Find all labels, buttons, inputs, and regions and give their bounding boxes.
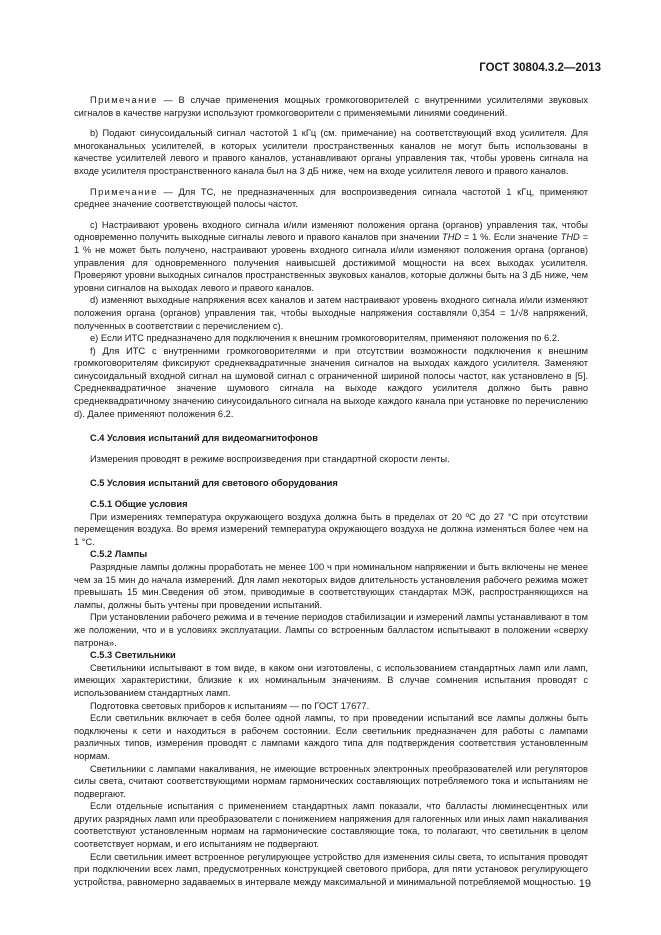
- paragraph: [74, 332, 588, 345]
- text-run: c) Настраивают уровень входного сигнала и/или изменяют положения органа (органов) управления так, чтобы одновременно получить выходные сигналы левого и правого каналов при значении: [74, 219, 588, 243]
- paragraph: [74, 851, 588, 889]
- text-run: f) Для ИТС с внутренними громкоговорителями и при отсутствии возможности подключения к внешним громкоговорителям фиксируют среднеквадратичные значения сигналов на выходах каждого усилителя. Заменяют синусоидальный входной сигнал на шумовой сигнал с ограниченной шириной полосы частот, как установлено в [5]. Среднеквадратичное значение шумового сигнала на выходе каждого усилителя должно быть равно среднеквадратичному значению синусоидального сигнала на выходе каждого канала при установке по перечислению d). Далее применяют положения 6.2.: [74, 345, 588, 419]
- italic-term: THD: [442, 232, 462, 243]
- paragraph: [74, 94, 588, 119]
- text-run: — Для ТС, не предназначенных для воспроизведения сигнала частотой 1 кГц, применяют среднее значение соответствующей полосы частот.: [74, 186, 588, 210]
- text-run: Светильники с лампами накаливания, не имеющие встроенных электронных преобразователей или регуляторов силы света, считают соответствующими нормам гармонических составляющих потребляемого тока и испытаниям не подвергают.: [74, 763, 588, 799]
- paragraph: [74, 611, 588, 649]
- section-heading: [74, 498, 588, 511]
- text-run: С.5.3 Светильники: [90, 650, 176, 661]
- section-heading: [74, 432, 588, 445]
- text-run: При измерениях температура окружающего воздуха должна быть в пределах от 20 ºС до 27 °С при отсутствии перемещения воздуха. Во время измерений температура окружающего воздуха не должна изменяться более чем на 1 °С.: [74, 511, 588, 547]
- paragraph: [74, 186, 588, 211]
- paragraph: [74, 561, 588, 611]
- paragraph: [74, 219, 588, 295]
- text-run: С.4 Условия испытаний для видеомагнитофонов: [90, 433, 318, 444]
- text-run: = 1 % не может быть получено, настраивают уровень входного сигнала и/или изменяют положения органа (органов) управления для одновременного получения наивысшей достижимой мощности на всех выходах усилителя. Проверяют уровни выходных сигналов пространственных звуковых каналов, которые должны быть на 3 дБ ниже, чем уровни сигналов на выходах левого и правого каналов.: [74, 232, 589, 293]
- text-run: e) Если ИТС предназначено для подключения к внешним громкоговорителям, применяют положения по 6.2.: [90, 333, 560, 344]
- document-header: ГОСТ 30804.3.2—2013: [479, 62, 601, 74]
- text-run: Если светильник имеет встроенное регулирующее устройство для изменения силы света, то испытания проводят при подключении всех ламп, предусмотренных конструкцией светового прибора, для пяти установок регулирующего устройства, равномерно задаваемых в интервале между максимальной и минимальной потребляемой мощностью.: [74, 851, 588, 887]
- text-run: Светильники испытывают в том виде, в каком они изготовлены, с использованием стандартных ламп или ламп, имеющих характеристики, близкие к их номинальным значениям. В случае сомнения испытания проводят с использованием стандартных ламп.: [74, 662, 588, 698]
- paragraph: [74, 662, 588, 700]
- section-heading: [74, 548, 588, 561]
- paragraph: [74, 127, 588, 177]
- paragraph: [74, 294, 588, 332]
- paragraph: [74, 763, 588, 801]
- text-run: Разрядные лампы должны проработать не менее 100 ч при номинальном напряжении и быть включены не менее чем за 15 мин до начала измерений. Для ламп некоторых видов длительность установления рабочего режима может превышать 15 мин.Сведения об этом, приводимые в соответствующих стандартах МЭК, распространяющихся на лампы, должны быть учтены при проведении испытаний.: [74, 562, 588, 610]
- note-label: Примечание: [90, 186, 158, 197]
- text-run: Измерения проводят в режиме воспроизведения при стандартной скорости ленты.: [90, 453, 450, 464]
- text-run: — В случае применения мощных громкоговорителей с внутренними усилителями звуковых сигналов в качестве нагрузки используют громкоговорители с применяемыми линиями соединений.: [74, 95, 588, 118]
- text-run: При установлении рабочего режима и в течение периодов стабилизации и измерений лампы устанавливают в том же положении, что и в условиях эксплуатации. Лампы со встроенным балластом испытывают в положении «сверху патрона».: [74, 612, 588, 648]
- italic-term: THD: [560, 232, 580, 243]
- paragraph: [74, 511, 588, 549]
- text-run: d) изменяют выходные напряжения всех каналов и затем настраивают уровень входного сигнала и/или изменяют положения органа (органов) управления так, чтобы выходные напряжения составляли 0,354 = 1/√8 напряжений, полученных в соответствии с перечислением c).: [74, 295, 588, 331]
- paragraph: [74, 800, 588, 850]
- paragraph: [74, 453, 588, 466]
- text-run: С.5.1 Общие условия: [90, 499, 188, 510]
- text-run: С.5 Условия испытаний для светового оборудования: [90, 478, 338, 489]
- text-run: Если светильник включает в себя более одной лампы, то при проведении испытаний все лампы должны быть подключены к сети и находиться в рабочем состоянии. Если светильник предназначен для работы с лампами различных типов, измерения проводят с лампами каждого типа для подтверждения соответствия установленным нормам.: [74, 713, 588, 761]
- text-run: Подготовка световых приборов к испытаниям — по ГОСТ 17677.: [90, 700, 370, 711]
- note-label: Примечание: [90, 95, 158, 105]
- text-run: b) Подают синусоидальный сигнал частотой 1 кГц (см. примечание) на соответствующий вход усилителя. Для многоканальных усилителей, в которых усилители пространственных каналов не могут быть использованы в качестве усилителей левого и правого каналов, устанавливают органы управления так, чтобы уровень сигнала на входе усилителя пространственного канала был на 3 дБ ниже, чем на входе усилителя левого и правого каналов.: [74, 128, 588, 176]
- paragraph: [74, 712, 588, 762]
- text-run: Если отдельные испытания с применением стандартных ламп показали, что балласты люминесцентных или других разрядных ламп или преобразователи с понижением напряжения для галогенных или иных ламп накаливания соответствуют установленным нормам на гармонические составляющие тока, то полагают, что светильник в целом соответствует нормам, и его испытаниям не подвергают.: [74, 801, 588, 850]
- document-body: [74, 86, 588, 888]
- text-run: = 1 %. Если значение: [461, 232, 561, 243]
- section-heading: [74, 477, 588, 490]
- page-number: 19: [578, 878, 591, 890]
- paragraph: [74, 345, 588, 421]
- paragraph: [74, 700, 588, 713]
- text-run: С.5.2 Лампы: [90, 549, 148, 560]
- section-heading: [74, 649, 588, 662]
